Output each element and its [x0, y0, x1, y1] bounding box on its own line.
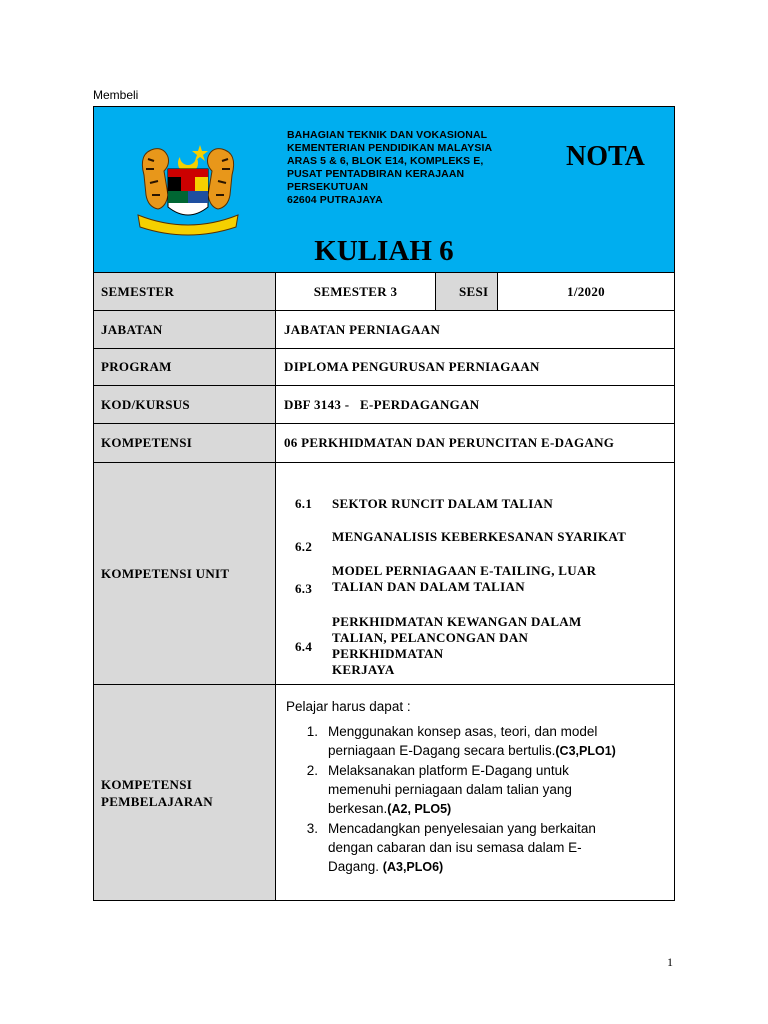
outcomes-intro: Pelajar harus dapat : — [286, 699, 411, 714]
unit-text-line: MODEL PERNIAGAAN E-TAILING, LUAR — [332, 563, 597, 578]
outcome-number: 3. — [306, 821, 318, 836]
ministry-line: BAHAGIAN TEKNIK DAN VOKASIONAL — [287, 129, 488, 141]
sesi-label: SESI — [436, 273, 498, 310]
outcome-code: (C3,PLO1) — [555, 744, 616, 758]
course-document — [93, 106, 675, 901]
header-note: Membeli — [93, 88, 139, 102]
outcome-item — [286, 819, 660, 877]
kompetensi-unit-list — [276, 463, 674, 684]
unit-number: 6.2 — [295, 539, 313, 554]
outcome-number: 2. — [306, 763, 318, 778]
outcome-line: Melaksanakan platform E-Dagang untuk — [328, 763, 569, 778]
outcome-line: Dagang. — [328, 859, 383, 874]
unit-text: MENGANALISIS KEBERKESANAN SYARIKAT — [332, 529, 627, 544]
label-line: KOMPETENSI — [101, 776, 193, 792]
outcome-code: (A2, PLO5) — [387, 802, 452, 816]
outcome-line: Menggunakan konsep asas, teori, dan model — [328, 724, 598, 739]
banner — [94, 107, 674, 273]
kompetensi-value: 06 PERKHIDMATAN DAN PERUNCITAN E-DAGANG — [284, 435, 615, 450]
kompetensi-row — [94, 424, 674, 463]
jabatan-value: JABATAN PERNIAGAAN — [284, 321, 441, 337]
ministry-line: KEMENTERIAN PENDIDIKAN MALAYSIA — [287, 142, 493, 154]
kompetensi-pembelajaran-row — [94, 685, 674, 900]
sesi-value: 1/2020 — [567, 283, 605, 299]
ministry-line: PERSEKUTUAN — [287, 181, 369, 193]
outcome-line: berkesan. — [328, 801, 388, 816]
kompetensi-label: KOMPETENSI — [94, 424, 276, 462]
unit-number: 6.3 — [295, 581, 313, 596]
outcome-item — [286, 761, 660, 819]
unit-text-line: TALIAN, PELANCONGAN DAN — [332, 630, 529, 645]
outcome-number: 1. — [306, 724, 318, 739]
unit-number: 6.4 — [295, 639, 313, 654]
program-label: PROGRAM — [94, 349, 276, 385]
ministry-line: 62604 PUTRAJAYA — [287, 194, 383, 206]
unit-text-line: PERKHIDMATAN — [332, 646, 444, 661]
kompetensi-unit-label: KOMPETENSI UNIT — [94, 463, 276, 684]
program-row — [94, 349, 674, 386]
semester-row — [94, 273, 674, 311]
unit-number: 6.1 — [295, 496, 313, 511]
ministry-address — [287, 129, 547, 211]
unit-text-line: KERJAYA — [332, 662, 395, 677]
outcome-text — [328, 761, 572, 819]
outcome-line: dengan cabaran dan isu semasa dalam E- — [328, 840, 582, 855]
unit-text-line: TALIAN DAN DALAM TALIAN — [332, 579, 525, 594]
outcome-line: perniagaan E-Dagang secara bertulis. — [328, 743, 556, 758]
ministry-line: PUSAT PENTADBIRAN KERAJAAN — [287, 168, 465, 180]
malaysia-coat-of-arms-logo — [124, 135, 252, 245]
kod-kursus-value: DBF 3143 - E-PERDAGANGAN — [284, 396, 480, 412]
outcome-line: memenuhi perniagaan dalam talian yang — [328, 782, 572, 797]
outcome-code: (A3,PLO6) — [382, 860, 444, 874]
program-value: DIPLOMA PENGURUSAN PERNIAGAAN — [284, 359, 540, 374]
unit-text: SEKTOR RUNCIT DALAM TALIAN — [332, 496, 554, 511]
kod-kursus-label: KOD/KURSUS — [94, 386, 276, 423]
ministry-line: ARAS 5 & 6, BLOK E14, KOMPLEKS E, — [287, 155, 484, 167]
nota-heading: NOTA — [566, 141, 645, 172]
kuliah-title: KULIAH 6 — [314, 235, 454, 267]
kompetensi-unit-row — [94, 463, 674, 685]
unit-text — [332, 614, 672, 678]
kompetensi-pembelajaran-label — [94, 685, 276, 900]
outcome-text — [328, 722, 616, 761]
kod-kursus-row — [94, 386, 674, 424]
jabatan-row — [94, 311, 674, 349]
label-line: PEMBELAJARAN — [101, 793, 213, 809]
semester-label: SEMESTER — [94, 273, 276, 310]
outcome-item — [286, 722, 660, 761]
unit-text — [332, 563, 672, 595]
outcomes-list — [286, 722, 660, 877]
jabatan-label: JABATAN — [94, 311, 276, 348]
outcome-line: Mencadangkan penyelesaian yang berkaitan — [328, 821, 596, 836]
unit-text-line: PERKHIDMATAN KEWANGAN DALAM — [332, 614, 582, 629]
semester-value: SEMESTER 3 — [276, 273, 436, 310]
outcome-text — [328, 819, 596, 877]
page-number: 1 — [667, 955, 673, 969]
learning-outcomes — [276, 685, 674, 900]
